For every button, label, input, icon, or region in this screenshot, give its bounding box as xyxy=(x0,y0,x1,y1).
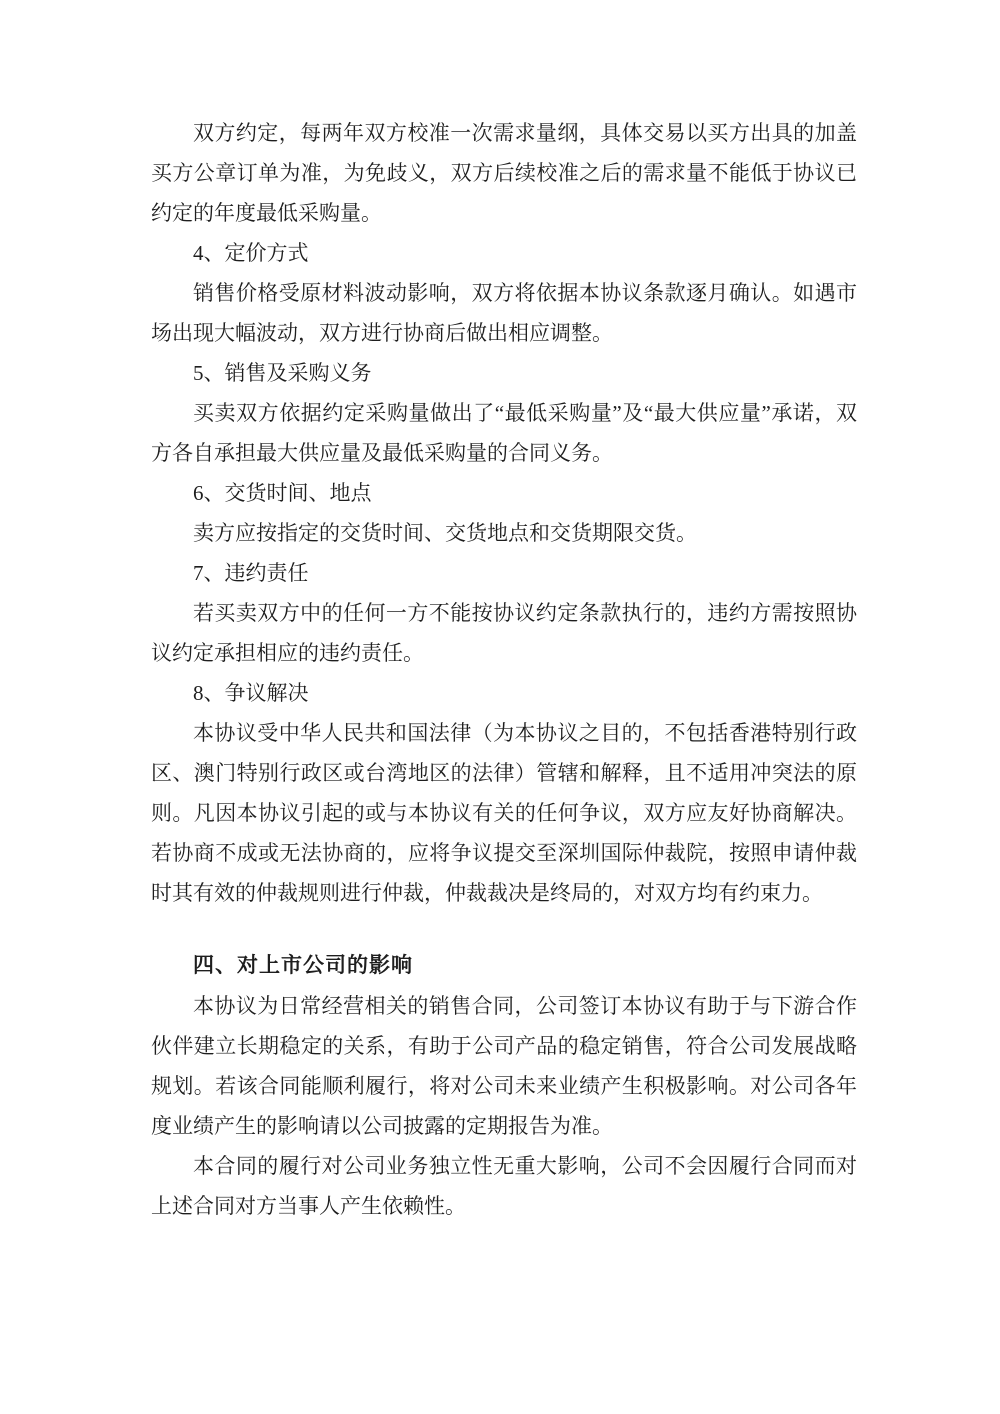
paragraph-delivery-terms: 卖方应按指定的交货时间、交货地点和交货期限交货。 xyxy=(193,521,697,545)
paragraph-pricing-method: 销售价格受原材料波动影响，双方将依据本协议条款逐月确认。如遇市场出现大幅波动，双方进行协商后做出相应调整。 xyxy=(151,281,857,345)
paragraph-breach-liability: 若买卖双方中的任何一方不能按协议约定条款执行的，违约方需按照协议约定承担相应的违约责任。 xyxy=(151,601,857,665)
clause-heading-8-dispute-resolution: 8、争议解决 xyxy=(193,681,309,705)
paragraph-impact-strategy: 本协议为日常经营相关的销售合同，公司签订本协议有助于与下游合作伙伴建立长期稳定的关系，有助于公司产品的稳定销售，符合公司发展战略规划。若该合同能顺利履行，将对公司未来业绩产生积极影响。对公司各年度业绩产生的影响请以公司披露的定期报告为准。 xyxy=(151,994,857,1138)
document-content xyxy=(151,113,857,1226)
paragraph-impact-independence: 本合同的履行对公司业务独立性无重大影响，公司不会因履行合同而对上述合同对方当事人产生依赖性。 xyxy=(151,1154,857,1218)
paragraph-dispute-resolution: 本协议受中华人民共和国法律（为本协议之目的，不包括香港特别行政区、澳门特别行政区或台湾地区的法律）管辖和解释，且不适用冲突法的原则。凡因本协议引起的或与本协议有关的任何争议，双方应友好协商解决。若协商不成或无法协商的，应将争议提交至深圳国际仲裁院，按照申请仲裁时其有效的仲裁规则进行仲裁，仲裁裁决是终局的，对双方均有约束力。 xyxy=(151,721,857,905)
paragraph-demand-calibration: 双方约定，每两年双方校准一次需求量纲，具体交易以买方出具的加盖买方公章订单为准，为免歧义，双方后续校准之后的需求量不能低于协议已约定的年度最低采购量。 xyxy=(151,121,857,225)
clause-heading-4-pricing: 4、定价方式 xyxy=(193,241,309,265)
clause-heading-6-delivery-time-place: 6、交货时间、地点 xyxy=(193,481,372,505)
section-heading-impact-on-listed-company: 四、对上市公司的影响 xyxy=(193,954,413,977)
clause-heading-5-sales-purchase-obligations: 5、销售及采购义务 xyxy=(193,361,372,385)
paragraph-sales-purchase-obligations: 买卖双方依据约定采购量做出了“最低采购量”及“最大供应量”承诺，双方各自承担最大供应量及最低采购量的合同义务。 xyxy=(151,401,857,465)
clause-heading-7-breach-liability: 7、违约责任 xyxy=(193,561,309,585)
